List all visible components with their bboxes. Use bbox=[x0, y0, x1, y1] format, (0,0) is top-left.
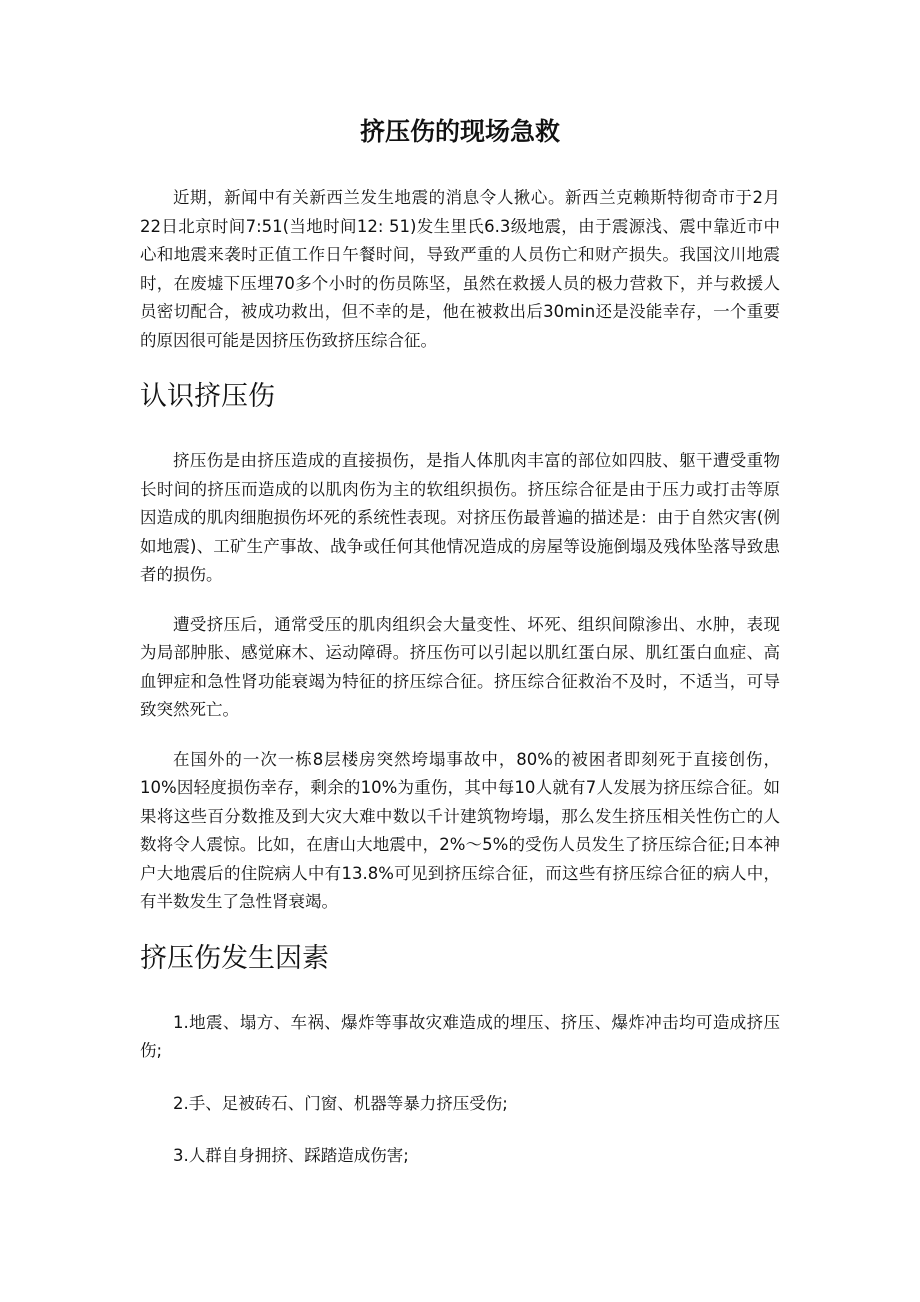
document-title: 挤压伤的现场急救 bbox=[359, 117, 560, 146]
section1-paragraph: 遭受挤压后，通常受压的肌肉组织会大量变性、坏死、组织间隙渗出、水肿，表现为局部肿胀、感觉麻木、运动障碍。挤压伤可以引起以肌红蛋白尿、肌红蛋白血症、高血钾症和急性肾功能衰竭为特征的挤压综合征。挤压综合征救治不及时，不适当，可导致突然死亡。 bbox=[140, 614, 780, 719]
section-heading-understanding: 认识挤压伤 bbox=[140, 381, 275, 412]
section1-paragraph: 在国外的一次一栋8层楼房突然垮塌事故中，80%的被困者即刻死于直接创伤，10%因轻度损伤幸存，剩余的10%为重伤，其中每10人就有7人发展为挤压综合征。如果将这些百分数推及到大灾大难中数以千计建筑物垮塌，那么发生挤压相关性伤亡的人数将令人震惊。比如，在唐山大地震中，2%～5%的受伤人员发生了挤压综合征;日本神户大地震后的住院病人中有13.8%可见到挤压综合征，而这些有挤压综合征的病人中，有半数发生了急性肾衰竭。 bbox=[140, 749, 780, 911]
cause-list-item: 2.手、足被砖石、门窗、机器等暴力挤压受伤; bbox=[173, 1093, 508, 1113]
section1-paragraph: 挤压伤是由挤压造成的直接损伤，是指人体肌肉丰富的部位如四肢、躯干遭受重物长时间的挤压而造成的以肌肉伤为主的软组织损伤。挤压综合征是由于压力或打击等原因造成的肌肉细胞损伤坏死的系统性表现。对挤压伤最普遍的描述是：由于自然灾害(例如地震)、工矿生产事故、战争或任何其他情况造成的房屋等设施倒塌及残体坠落导致患者的损伤。 bbox=[140, 451, 780, 584]
section-heading-causes: 挤压伤发生因素 bbox=[140, 942, 329, 974]
intro-paragraph: 近期，新闻中有关新西兰发生地震的消息令人揪心。新西兰克赖斯特彻奇市于2月22日北京时间7:51(当地时间12: 51)发生里氏6.3级地震，由于震源浅、震中靠近市中心和地震来袭时正值工作日午餐时间，导致严重的人员伤亡和财产损失。我国汶川地震时，在废墟下压埋70多个小时的伤员陈坚，虽然在救援人员的极力营救下，并与救援人员密切配合，被成功救出，但不幸的是，他在被救出后30min还是没能幸存，一个重要的原因很可能是因挤压伤致挤压综合征。 bbox=[140, 188, 780, 350]
cause-list-item: 3.人群自身拥挤、踩踏造成伤害; bbox=[173, 1146, 409, 1165]
cause-list-item: 1.地震、塌方、车祸、爆炸等事故灾难造成的埋压、挤压、爆炸冲击均可造成挤压伤; bbox=[140, 1012, 780, 1060]
